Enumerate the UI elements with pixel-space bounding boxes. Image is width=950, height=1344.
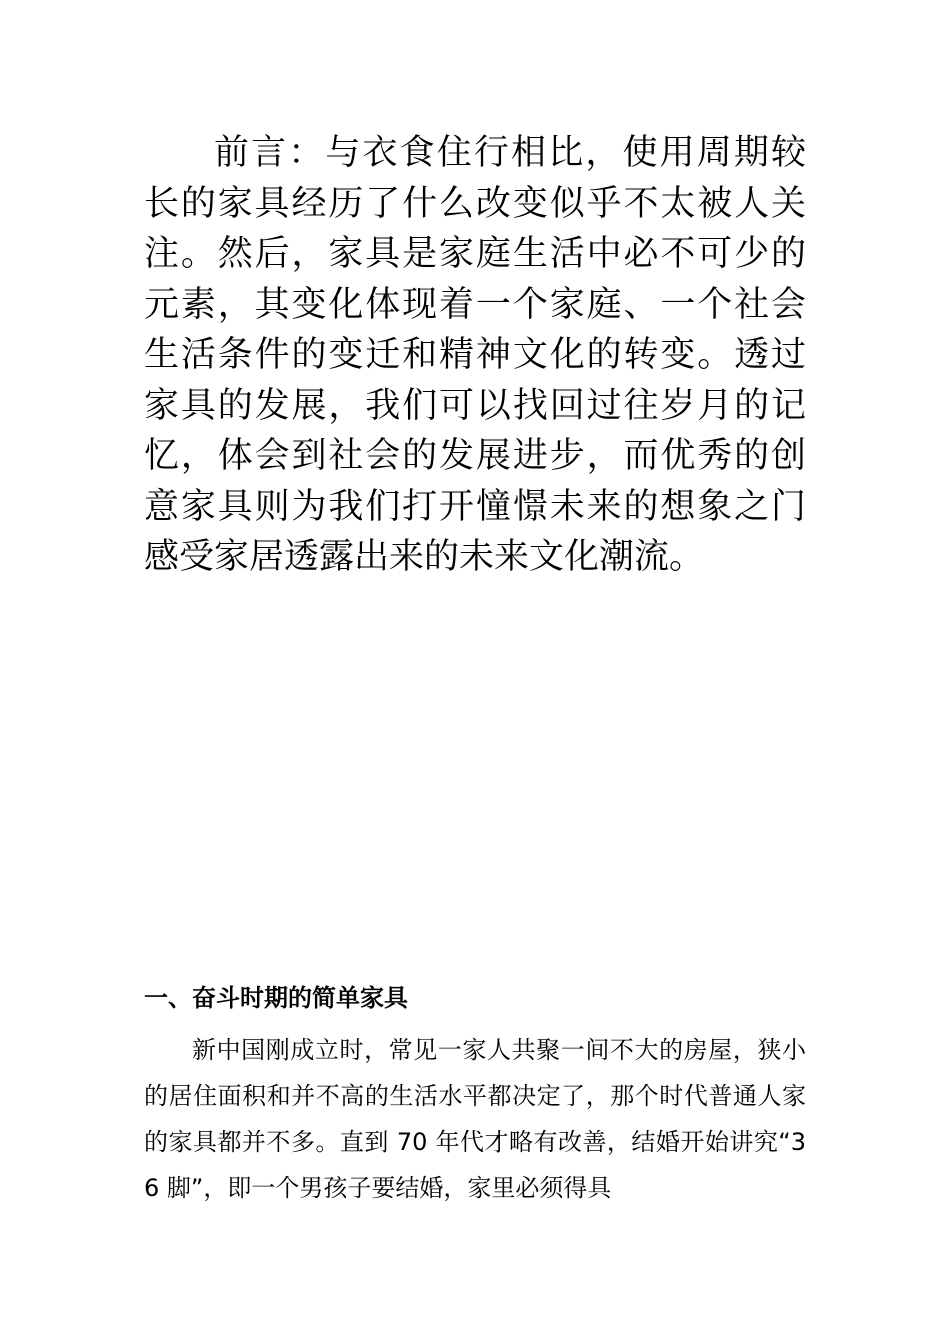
- preface-paragraph: 前言：与衣食住行相比，使用周期较长的家具经历了什么改变似乎不太被人关注。然后，家具是家庭生活中必不可少的元素，其变化体现着一个家庭、一个社会生活条件的变迁和精神文化的转变。透过家具的发展，我们可以找回过往岁月的记忆，体会到社会的发展进步，而优秀的创意家具则为我们打开憧憬未来的想象之门感受家居透露出来的未来文化潮流。: [144, 133, 806, 577]
- section-paragraph: 新中国刚成立时，常见一家人共聚一间不大的房屋，狭小的居住面积和并不高的生活水平都决定了，那个时代普通人家的家具都并不多。直到 70 年代才略有改善，结婚开始讲究“36 脚”，即一个男孩子要结婚，家里必须得具: [144, 1036, 806, 1202]
- section-heading: 一、奋斗时期的简单家具: [144, 984, 408, 1012]
